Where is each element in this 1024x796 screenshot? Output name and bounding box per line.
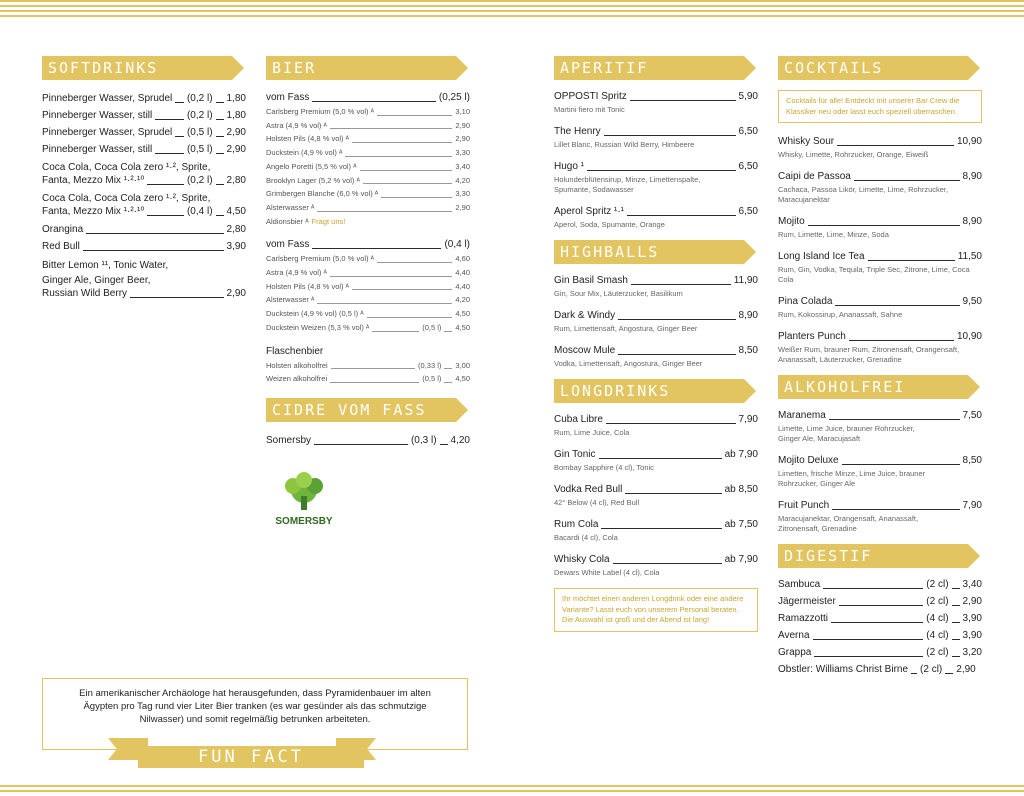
menu-item: Angelo Poretti (5,5 % vol) ᴬ 3,40 — [266, 161, 470, 171]
menu-item: Jägermeister (2 cl) 2,90 — [778, 596, 982, 607]
bottom-border-stripes — [0, 785, 1024, 796]
aperitif-banner: APERITIF — [554, 56, 744, 80]
somersby-logo-icon — [274, 470, 334, 530]
menu-item: Dark & Windy 8,90 — [554, 310, 758, 321]
menu-item: Gin Basil Smash 11,90 — [554, 275, 758, 286]
menu-item: Pina Colada 9,50 — [778, 296, 982, 307]
menu-item: Whisky Sour 10,90 — [778, 136, 982, 147]
menu-item: Grappa (2 cl) 3,20 — [778, 647, 982, 658]
fun-fact-title: FUN FACT — [138, 746, 364, 768]
item-description: Rum, Limette, Lime, Minze, Soda — [778, 230, 889, 239]
menu-item: Fanta, Mezzo Mix ¹·²·¹⁰ (0,2 l) 2,80 — [42, 175, 246, 186]
cocktails-banner: COCKTAILS — [778, 56, 968, 80]
cocktails-note: Cocktails für alle! Entdeckt mit unserer Bar Crew die Klassiker neu oder lasst euch speziell überraschen. — [778, 90, 982, 123]
cidre-banner: CIDRE VOM FASS — [266, 398, 456, 422]
item-description: Rum, Gin, Vodka, Tequila, Triple Sec, Zitrone, Lime, Coca Cola — [778, 265, 970, 284]
longdrinks-banner: LONGDRINKS — [554, 379, 744, 403]
item-description: Limette, Lime Juice, brauner Rohrzucker, Ginger Ale, Maracujasaft — [778, 424, 915, 443]
menu-item: Aperol Spritz ¹·¹ 6,50 — [554, 206, 758, 217]
cocktails-section — [778, 56, 982, 677]
highballs-banner: HIGHBALLS — [554, 240, 744, 264]
menu-item: Caipi de Passoa 8,90 — [778, 171, 982, 182]
menu-item: Averna (4 cl) 3,90 — [778, 630, 982, 641]
menu-item: Carlsberg Premium (5,0 % vol) ᴬ 4,60 — [266, 254, 470, 264]
bier-section — [266, 56, 470, 535]
item-description: 42° Below (4 cl), Red Bull — [554, 498, 640, 507]
menu-subheader: vom Fass (0,4 l) — [266, 239, 470, 251]
menu-item: Holsten Pils (4,8 % vol) ᴬ 4,40 — [266, 281, 470, 291]
menu-item: Astra (4,9 % vol) ᴬ 2,90 — [266, 120, 470, 130]
menu-item: Pinneberger Wasser, Sprudel (0,5 l) 2,90 — [42, 127, 246, 138]
bier-banner: BIER — [266, 56, 456, 80]
menu-item: Hugo ¹ 6,50 — [554, 161, 758, 172]
item-description: Rum, Lime Juice, Cola — [554, 428, 630, 437]
item-description: Gin, Sour Mix, Läuterzucker, Basilikum — [554, 289, 683, 298]
menu-item: Fanta, Mezzo Mix ¹·²·¹⁰ (0,4 l) 4,50 — [42, 206, 246, 217]
top-border-stripes — [0, 0, 1024, 24]
menu-item: Orangina 2,80 — [42, 224, 246, 235]
menu-item: Grimbergen Blanche (6,0 % vol) ᴬ 3,30 — [266, 189, 470, 199]
longdrinks-note: Ihr möchtet einen anderen Longdrink oder eine andere Variante? Lasst euch von unserem Personal beraten. Die Auswahl ist groß und der Abend ist lang! — [554, 588, 758, 632]
item-description: Lillet Blanc, Russian Wild Berry, Himbeere — [554, 140, 695, 149]
menu-item: Brooklyn Lager (5,2 % vol) ᴬ 4,20 — [266, 175, 470, 185]
item-description: Cachaca, Passoa Likör, Limette, Lime, Rohrzucker, Maracujanektar — [778, 185, 949, 204]
menu-item: Pinneberger Wasser, still (0,2 l) 1,80 — [42, 110, 246, 121]
menu-item: Long Island Ice Tea 11,50 — [778, 251, 982, 262]
menu-item: Maranema 7,50 — [778, 410, 982, 421]
fun-fact-box: Ein amerikanischer Archäologe hat herausgefunden, dass Pyramidenbauer im alten Ägypten pro Tag rund vier Liter Bier tranken (es war gesünder als das schmutzige Nilwasser) und somit regelmäßig betrunken arbeiteten. — [42, 678, 468, 750]
item-description: Weißer Rum, brauner Rum, Zitronensaft, Orangensaft, Ananassaft, Läuterzucker, Grenadine — [778, 345, 960, 364]
menu-item: Mojito Deluxe 8,50 — [778, 455, 982, 466]
menu-item: Ramazzotti (4 cl) 3,90 — [778, 613, 982, 624]
menu-item: Carlsberg Premium (5,0 % vol) ᴬ 3,10 — [266, 107, 470, 116]
item-description: Maracujanektar, Orangensaft, Ananassaft, Zitronensaft, Grenadine — [778, 514, 919, 533]
alkoholfrei-banner: ALKOHOLFREI — [778, 375, 968, 399]
item-description: Rum, Kokossirup, Ananassaft, Sahne — [778, 310, 903, 319]
aperitif-section — [554, 56, 758, 644]
menu-item: Red Bull 3,90 — [42, 241, 246, 252]
item-description: Bombay Sapphire (4 cl), Tonic — [554, 463, 654, 472]
item-description: Holunderblütensirup, Minze, Limettenspalte, Spumante, Sodawasser — [554, 175, 701, 194]
menu-item: Duckstein (4,9 % vol) (0,5 l) ᴬ 4,50 — [266, 309, 470, 319]
svg-text:SOMERSBY: SOMERSBY — [275, 515, 333, 527]
menu-item: Somersby (0,3 l) 4,20 — [266, 434, 470, 446]
digestif-banner: DIGESTIF — [778, 544, 968, 568]
menu-item: Gin Tonic ab 7,90 — [554, 449, 758, 460]
menu-item: Astra (4,9 % vol) ᴬ 4,40 — [266, 268, 470, 278]
cola-line-2: Coca Cola, Coca Cola zero ¹·², Sprite, — [42, 193, 211, 204]
bitter-line-1: Bitter Lemon ¹¹, Tonic Water, — [42, 260, 169, 271]
menu-item: Sambuca (2 cl) 3,40 — [778, 579, 982, 590]
menu-item: Pinneberger Wasser, still (0,5 l) 2,90 — [42, 144, 246, 155]
item-description: Rum, Limettensaft, Angostura, Ginger Beer — [554, 324, 698, 333]
item-description: Bacardi (4 cl), Cola — [554, 533, 618, 542]
menu-item: Holsten Pils (4,8 % vol) ᴬ 2,90 — [266, 134, 470, 144]
menu-item: Moscow Mule 8,50 — [554, 345, 758, 356]
menu-item: Duckstein Weizen (5,3 % vol) ᴬ (0,5 l) 4,50 — [266, 322, 470, 332]
menu-item: Pinneberger Wasser, Sprudel (0,2 l) 1,80 — [42, 93, 246, 104]
softdrinks-section — [42, 56, 246, 301]
item-description: Aperol, Soda, Spumante, Orange — [554, 220, 665, 229]
menu-item: Russian Wild Berry 2,90 — [42, 288, 246, 299]
menu-item: Whisky Cola ab 7,90 — [554, 554, 758, 565]
menu-item: Obstler: Williams Christ Birne (2 cl) 2,90 — [778, 664, 976, 675]
menu-subheader: vom Fass (0,25 l) — [266, 92, 470, 103]
menu-item: Weizen alkoholfrei (0,5 l) 4,50 — [266, 374, 470, 384]
menu-item: Alsterwasser ᴬ 2,90 — [266, 202, 470, 212]
menu-item: Aldionsbier ᴬ Fragt uns! — [266, 216, 346, 226]
item-description: Martini fiero mit Tonic — [554, 105, 625, 114]
menu-item: Cuba Libre 7,90 — [554, 414, 758, 425]
menu-item: Planters Punch 10,90 — [778, 331, 982, 342]
menu-item: OPPOSTI Spritz 5,90 — [554, 91, 758, 102]
flaschenbier-label: Flaschenbier — [266, 345, 324, 357]
menu-item: The Henry 6,50 — [554, 126, 758, 137]
softdrinks-banner: SOFTDRINKS — [42, 56, 232, 80]
menu-item: Vodka Red Bull ab 8,50 — [554, 484, 758, 495]
cola-line-1: Coca Cola, Coca Cola zero ¹·², Sprite, — [42, 162, 211, 173]
menu-item: Holsten alkoholfrei (0,33 l) 3,00 — [266, 360, 470, 370]
menu-item: Mojito 8,90 — [778, 216, 982, 227]
item-description: Vodka, Limettensaft, Angostura, Ginger Beer — [554, 359, 703, 368]
menu-item: Fruit Punch 7,90 — [778, 500, 982, 511]
menu-item: Alsterwasser ᴬ 4,20 — [266, 295, 470, 305]
bitter-line-2: Ginger Ale, Ginger Beer, — [42, 275, 151, 286]
menu-item: Duckstein (4,9 % vol) ᴬ 3,30 — [266, 148, 470, 158]
item-description: Dewars White Label (4 cl), Cola — [554, 568, 660, 577]
item-description: Whisky, Limette, Rohrzucker, Orange, Eiweiß — [778, 150, 929, 159]
menu-item: Rum Cola ab 7,50 — [554, 519, 758, 530]
item-description: Limetten, frische Minze, Lime Juice, brauner Rohrzucker, Ginger Ale — [778, 469, 926, 488]
